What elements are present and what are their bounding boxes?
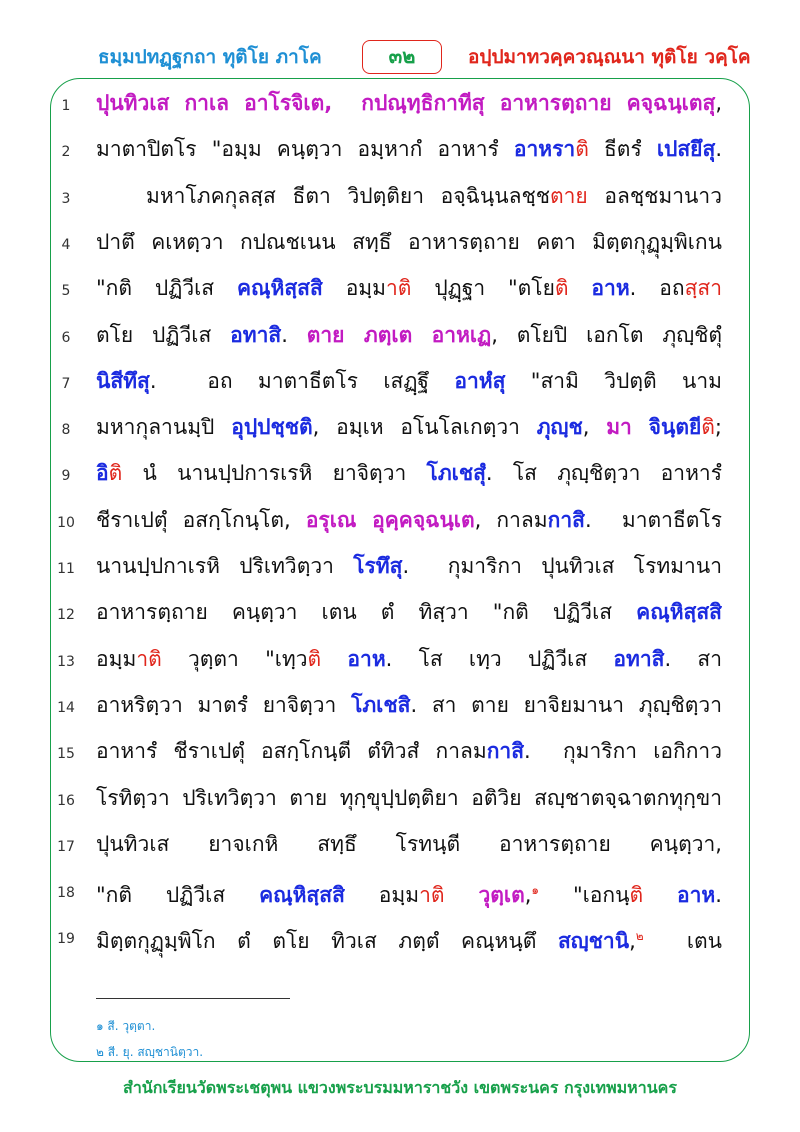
- text-line: [0, 917, 800, 963]
- text-segment: มิตฺตกุฏุมฺพิโก ตํ ตโย ทิวเส ภตฺตํ คณฺหนฺตึ: [96, 929, 558, 954]
- text-segment: อรุเณ อุคฺคจฺฉนฺเต: [305, 507, 475, 532]
- text-segment: ,: [629, 929, 636, 954]
- line-text: [96, 736, 722, 766]
- text-segment: อาห: [677, 883, 716, 908]
- text-segment: "กติ ปฏิวีเส: [96, 276, 237, 301]
- text-segment: ติ: [108, 461, 123, 486]
- line-text: [96, 505, 722, 535]
- line-text: [96, 597, 722, 627]
- text-segment: อุปฺปชฺชติ: [231, 415, 313, 440]
- text-segment: ปุฏฺฐา "ตโย: [411, 276, 555, 301]
- text-segment: . มาตาธีตโร: [584, 507, 722, 532]
- line-text: [96, 458, 722, 488]
- text-segment: "เอกนฺ: [539, 883, 630, 908]
- text-segment: เตน: [643, 929, 722, 954]
- line-text: [96, 551, 722, 581]
- text-segment: , อมฺเห อโนโลเกตฺวา: [312, 415, 537, 440]
- text-segment: ติ: [554, 276, 569, 301]
- text-line: [0, 269, 800, 315]
- line-text: [96, 829, 722, 859]
- text-line: [0, 362, 800, 408]
- text-line: [0, 547, 800, 593]
- text-segment: [321, 647, 347, 671]
- text-segment: ติ: [307, 646, 322, 671]
- text-segment: วุตฺเต: [478, 883, 525, 908]
- text-segment: ธีตรํ: [588, 137, 657, 162]
- text-segment: .: [715, 137, 722, 162]
- line-number: 7: [61, 375, 71, 392]
- text-segment: นํ นานปฺปการเรหิ ยาจิตฺวา: [122, 461, 427, 486]
- line-text: [96, 783, 722, 813]
- text-segment: , กาลม: [474, 507, 548, 532]
- text-segment: ,: [715, 91, 722, 115]
- line-text: [96, 366, 722, 396]
- text-segment: "กติ ปฏิวีเส: [96, 883, 260, 908]
- text-segment: . กุมาริกา เอกิกาว: [524, 739, 722, 764]
- text-segment: ติ: [701, 415, 715, 440]
- line-number: 16: [57, 792, 75, 809]
- text-segment: สฺสา: [684, 276, 722, 301]
- text-segment: อาห: [591, 276, 630, 301]
- text-segment: นานปฺปกาเรหิ ปริเทวิตฺวา: [96, 554, 354, 578]
- text-segment: กปณฺทฺธิกาทีสุ อาหารตฺถาย คจฺฉนฺเตสุ: [361, 91, 716, 115]
- text-segment: อาหารตฺถาย คนฺตฺวา เตน ตํ ทิสฺวา "กติ ปฏิวีเส: [96, 600, 637, 625]
- footnote-1: ๑ สี. วุตฺตา.: [96, 1019, 156, 1033]
- running-title: ธมฺมปทฏฺฐกถา ทุติโย ภาโค: [98, 46, 322, 68]
- text-segment: อาหริตฺวา มาตรํ ยาจิตฺวา: [96, 692, 352, 717]
- text-segment: อลชฺชมานาว: [587, 183, 722, 208]
- text-segment: . โส เทฺว ปฏิวีเส: [385, 646, 614, 671]
- text-line: [0, 223, 800, 269]
- text-line: [0, 779, 800, 825]
- line-number: 8: [61, 422, 71, 439]
- footnote-marker: ๒: [635, 929, 644, 944]
- text-segment: โภเชสุํ: [426, 461, 486, 486]
- text-segment: วุตฺตา "เทฺว: [161, 646, 308, 671]
- line-text: [96, 134, 722, 164]
- text-segment: ภุญฺช: [536, 415, 583, 440]
- text-segment: ตโย ปฏิวีเส: [96, 322, 231, 347]
- text-segment: กาสิ: [486, 739, 525, 764]
- footnote-rule: [96, 998, 290, 999]
- text-segment: สญฺชานิ: [557, 929, 630, 954]
- line-number: 5: [61, 283, 71, 300]
- text-segment: อทาสิ: [230, 322, 282, 347]
- text-segment: ติ: [575, 137, 589, 162]
- line-number: 11: [57, 561, 75, 577]
- text-segment: โรทิตฺวา ปริเทวิตฺวา ตาย ทุกฺขุปฺปตฺติยา อติวิย สญฺชาตจฺฉาตกทุกฺขา: [96, 785, 722, 810]
- line-number: 13: [57, 653, 75, 670]
- text-line: [0, 130, 800, 176]
- text-line: [0, 408, 800, 454]
- text-segment: คณฺหิสฺสสิ: [236, 276, 323, 301]
- text-segment: อาหํสุ: [454, 368, 506, 393]
- text-segment: อมฺม: [344, 883, 420, 908]
- text-segment: ปาตึ คเหตฺวา กปณชเนน สทฺธึ อาหารตฺถาย คตา มิตฺตกุฏุมฺพิเกน: [96, 229, 722, 254]
- text-line: [0, 84, 800, 130]
- text-segment: าติ: [386, 276, 412, 301]
- text-line: [0, 686, 800, 732]
- text-segment: [643, 883, 677, 907]
- line-number: 6: [61, 329, 71, 346]
- text-segment: . สา: [664, 646, 722, 671]
- footnote-marker: ๑: [531, 883, 540, 898]
- text-segment: จินฺตยี: [648, 415, 702, 440]
- text-segment: ตาย: [550, 183, 588, 208]
- text-segment: มาตาปิตโร "อมฺม คนฺตฺวา อมฺหากํ อาหารํ: [96, 137, 514, 162]
- text-segment: , ตโยปิ เอกโต ภุญฺชิตุํ: [491, 322, 722, 347]
- line-number: 1: [61, 98, 71, 114]
- footer-institution: สำนักเรียนวัดพระเชตุพน แขวงพระบรมมหาราชวัง เขตพระนคร กรุงเทพมหานคร: [123, 1078, 677, 1097]
- footnote-2: ๒ สี. ยุ. สญฺชานิตฺวา.: [96, 1045, 204, 1059]
- text-segment: อาหรา: [513, 137, 576, 162]
- text-line: [0, 454, 800, 500]
- line-text: [96, 273, 722, 303]
- text-segment: "สามิ วิปตฺติ นาม: [505, 368, 723, 393]
- text-segment: อมฺม: [322, 276, 386, 301]
- line-number: 2: [61, 144, 71, 161]
- line-number: 15: [57, 746, 75, 763]
- line-number: 3: [61, 190, 71, 207]
- text-segment: . โส ภุญฺชิตฺวา อาหารํ: [485, 461, 723, 486]
- line-text: [96, 88, 722, 118]
- text-segment: อาห: [347, 646, 386, 671]
- line-number: 14: [57, 699, 75, 716]
- text-segment: เปสยึสุ: [656, 137, 716, 162]
- text-line: [0, 732, 800, 778]
- text-segment: . อถ มาตาธีตโร เสฏฺฐึ: [149, 368, 455, 393]
- text-segment: โภเชสิ: [351, 692, 411, 717]
- chapter-title: อปฺปมาทวคฺควณฺณนา ทุติโย วคฺโค: [468, 46, 751, 68]
- line-text: [96, 875, 722, 910]
- text-segment: โรทึสุ: [353, 554, 403, 578]
- text-line: [0, 593, 800, 639]
- text-segment: ชีราเปตุํ อสกฺโกนฺโต,: [96, 507, 306, 532]
- text-line: [0, 501, 800, 547]
- text-segment: .: [281, 322, 307, 347]
- text-segment: อาหารํ ชีราเปตุํ อสกฺโกนฺตี ตํทิวสํ กาลม: [96, 739, 487, 764]
- text-segment: . อถ: [629, 276, 685, 301]
- line-number: 4: [61, 236, 71, 253]
- text-segment: ปุนทิวเส กาเล อาโรจิเต,: [96, 91, 333, 115]
- text-segment: อทาสิ: [613, 646, 665, 671]
- text-segment: อิ: [96, 461, 109, 486]
- line-text: [96, 412, 722, 442]
- text-segment: [632, 415, 649, 439]
- line-text: [96, 921, 722, 956]
- text-segment: นิสีทึสุ: [96, 368, 150, 393]
- text-segment: คณฺหิสฺสสิ: [259, 883, 345, 908]
- text-segment: .: [715, 883, 722, 908]
- text-segment: [332, 91, 361, 115]
- text-segment: อมฺม: [96, 646, 137, 671]
- line-text: [96, 690, 722, 720]
- text-segment: ตาย ภตฺเต อาหเฏ: [306, 322, 492, 347]
- text-segment: ;: [714, 415, 722, 440]
- text-segment: าติ: [419, 883, 445, 908]
- line-text: [96, 644, 722, 674]
- text-segment: [445, 883, 479, 907]
- line-number: 10: [57, 514, 75, 531]
- text-segment: . สา ตาย ยาจิยมานา ภุญฺชิตฺวา: [410, 692, 722, 717]
- text-line: [0, 640, 800, 686]
- text-segment: มา: [606, 415, 632, 440]
- line-number: 9: [61, 468, 71, 485]
- line-number: 12: [57, 607, 75, 624]
- text-line: [0, 871, 800, 917]
- line-text: [96, 320, 722, 350]
- text-segment: ปุนทิวเส ยาจเกหิ สทฺธึ โรทนฺตี อาหารตฺถาย คนฺตฺวา,: [96, 831, 722, 856]
- line-number: 17: [57, 838, 75, 855]
- text-segment: ติ: [629, 883, 644, 908]
- text-segment: [569, 276, 592, 300]
- text-segment: มหาโภคกุลสฺส ธีตา วิปตฺติยา อจฺฉินฺนลชฺช: [146, 183, 550, 208]
- text-segment: . กุมาริกา ปุนทิวเส โรทมานา: [402, 554, 722, 578]
- text-line: [0, 177, 800, 223]
- text-segment: าติ: [136, 646, 162, 671]
- text-segment: ,: [582, 415, 607, 440]
- page-number: ๓๒: [362, 40, 442, 74]
- text-line: [0, 825, 800, 871]
- text-segment: กาสิ: [547, 507, 585, 532]
- line-number: 18: [57, 885, 75, 902]
- text-segment: มหากุลานมฺปิ: [96, 415, 232, 440]
- text-segment: คณฺหิสฺสสิ: [636, 600, 722, 625]
- text-line: [0, 316, 800, 362]
- line-text: [96, 227, 722, 257]
- line-text: [146, 181, 722, 211]
- line-number: 19: [57, 931, 75, 948]
- text-segment: ,: [524, 883, 532, 908]
